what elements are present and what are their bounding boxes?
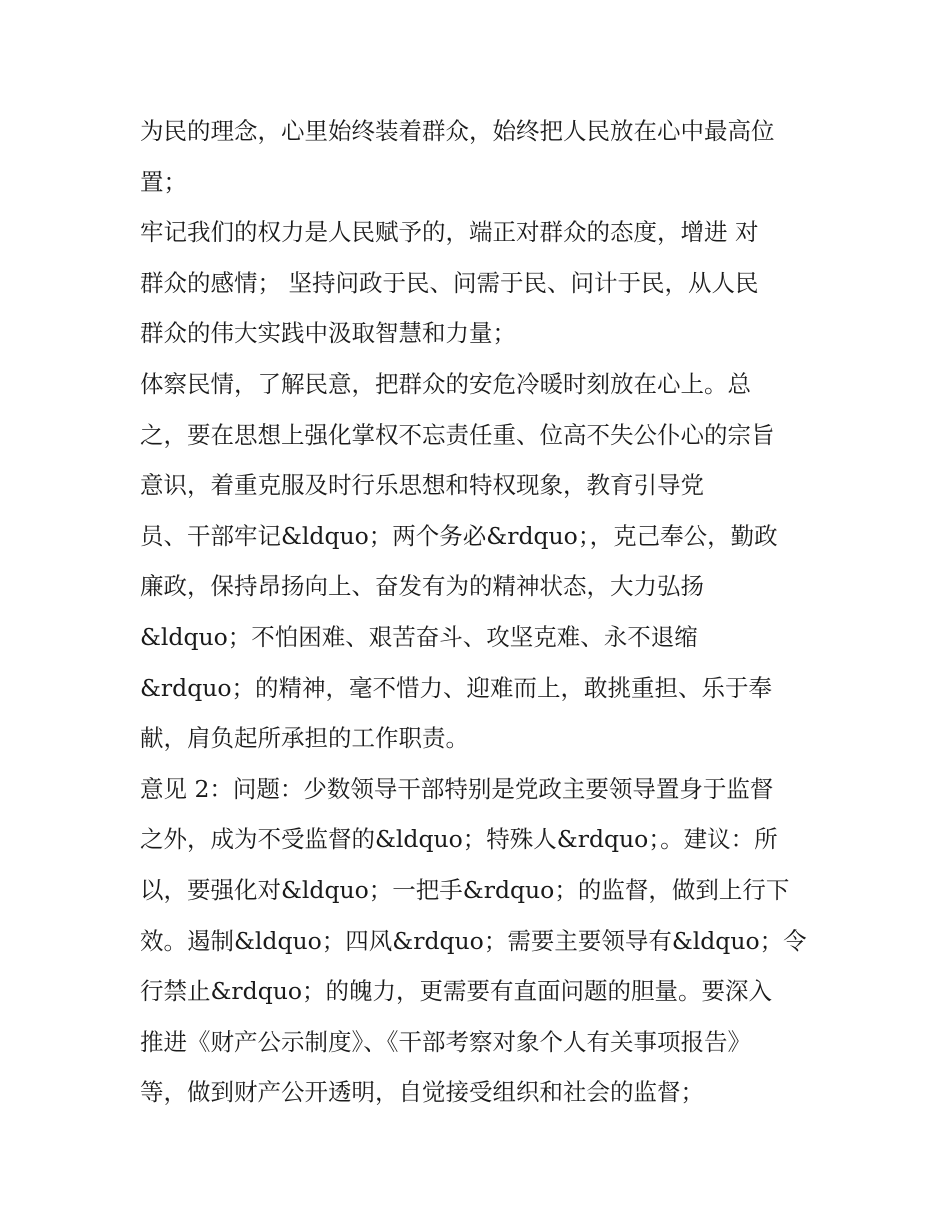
text-line: 体察民情，了解民意，把群众的安危冷暖时刻放在心上。总 [140,369,751,398]
text-line: 牢记我们的权力是人民赋予的，端正对群众的态度，增进 对 [140,218,759,247]
text-line: 置； [140,167,187,196]
text-line: &ldquo；不怕困难、艰苦奋斗、攻坚克难、永不退缩 [140,622,698,651]
text-line: 群众的伟大实践中汲取智慧和力量； [140,319,516,348]
text-line: 员、干部牢记&ldquo；两个务必&rdquo；，克己奉公，勤政 [140,521,778,550]
text-line: 行禁止&rdquo；的魄力，更需要有直面问题的胆量。要深入 [140,977,773,1006]
text-line: 廉政，保持昂扬向上、奋发有为的精神状态，大力弘扬 [140,572,704,601]
text-line: 之，要在思想上强化掌权不忘责任重、位高不失公仆心的宗旨 [140,420,775,449]
text-line: 群众的感情； 坚持问政于民、问需于民、问计于民，从人民 [140,268,759,297]
text-line: 意识，着重克服及时行乐思想和特权现象，教育引导党 [140,471,704,500]
text-line: 之外，成为不受监督的&ldquo；特殊人&rdquo；。建议：所 [140,825,778,854]
text-line: 等，做到财产公开透明，自觉接受组织和社会的监督； [140,1078,704,1107]
text-line: 为民的理念，心里始终装着群众，始终把人民放在心中最高位 [140,117,775,145]
text-line: &rdquo；的精神，毫不惜力、迎难而上，敢挑重担、乐于奉 [140,673,773,702]
document-body [140,106,820,1118]
text-line: 以，要强化对&ldquo；一把手&rdquo；的监督，做到上行下 [140,875,790,904]
text-line: 意见 2：问题：少数领导干部特别是党政主要领导置身于监督 [140,774,774,803]
text-line: 效。遏制&ldquo；四风&rdquo；需要主要领导有&ldquo；令 [140,926,807,955]
text-line: 献，肩负起所承担的工作职责。 [140,724,469,753]
text-line: 推进《财产公示制度》、《干部考察对象个人有关事项报告》 [140,1027,751,1056]
